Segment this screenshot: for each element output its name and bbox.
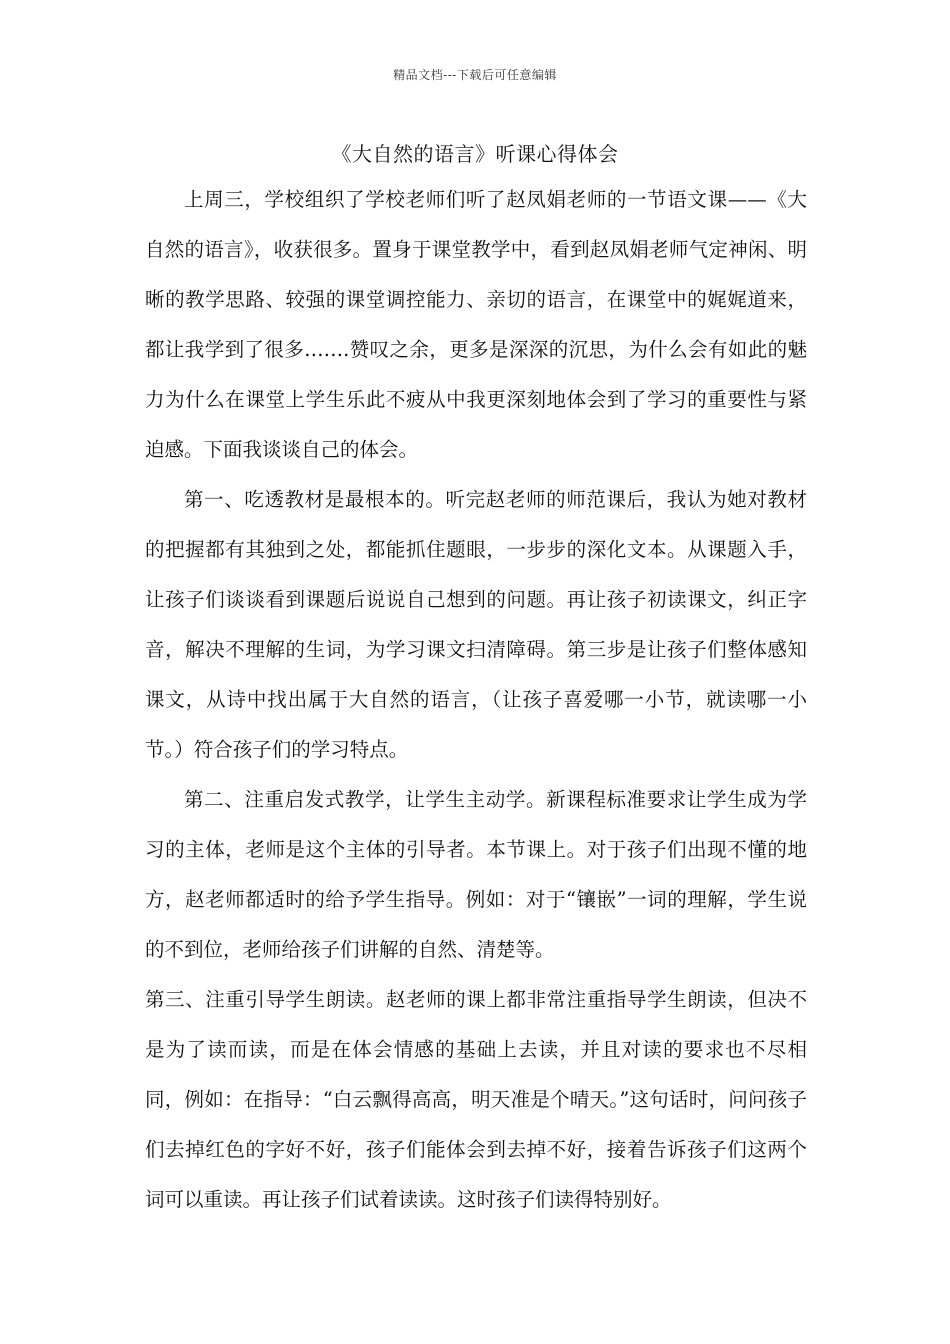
paragraph-first-point: 第一、吃透教材是最根本的。听完赵老师的师范课后，我认为她对教材的把握都有其独到之处，都能抓住题眼，一步步的深化文本。从课题入手，让孩子们谈谈看到课题后说说自己想到的问题。再让孩子初读课文，纠正字音，解决不理解的生词，为学习课文扫清障碍。第三步是让孩子们整体感知课文，从诗中找出属于大自然的语言，（让孩子喜爱哪一小节，就读哪一小节。）符合孩子们的学习特点。 bbox=[145, 488, 807, 761]
document-title: 《大自然的语言》听课心得体会 bbox=[331, 142, 619, 166]
header-note: 精品文档---下载后可任意编辑 bbox=[393, 68, 557, 82]
paragraph-third-point: 第三、注重引导学生朗读。赵老师的课上都非常注重指导学生朗读，但决不是为了读而读，而是在体会情感的基础上去读，并且对读的要求也不尽相同，例如：在指导：“白云飘得高高，明天准是个晴天。”这句话时，问问孩子们去掉红色的字好不好，孩子们能体会到去掉不好，接着告诉孩子们这两个词可以重读。再让孩子们试着读读。这时孩子们读得特别好。 bbox=[145, 988, 807, 1211]
paragraph-second-point: 第二、注重启发式教学，让学生主动学。新课程标准要求让学生成为学习的主体，老师是这个主体的引导者。本节课上。对于孩子们出现不懂的地方，赵老师都适时的给予学生指导。例如：对于“镶嵌”一词的理解，学生说的不到位，老师给孩子们讲解的自然、清楚等。 bbox=[145, 788, 807, 961]
paragraph-intro: 上周三，学校组织了学校老师们听了赵凤娟老师的一节语文课——《大自然的语言》，收获很多。置身于课堂教学中，看到赵凤娟老师气定神闲、明晰的教学思路、较强的课堂调控能力、亲切的语言，在课堂中的娓娓道来，都让我学到了很多…….赞叹之余，更多是深深的沉思，为什么会有如此的魅力为什么在课堂上学生乐此不疲从中我更深刻地体会到了学习的重要性与紧迫感。下面我谈谈自己的体会。 bbox=[145, 188, 807, 461]
document-body bbox=[145, 175, 807, 1225]
